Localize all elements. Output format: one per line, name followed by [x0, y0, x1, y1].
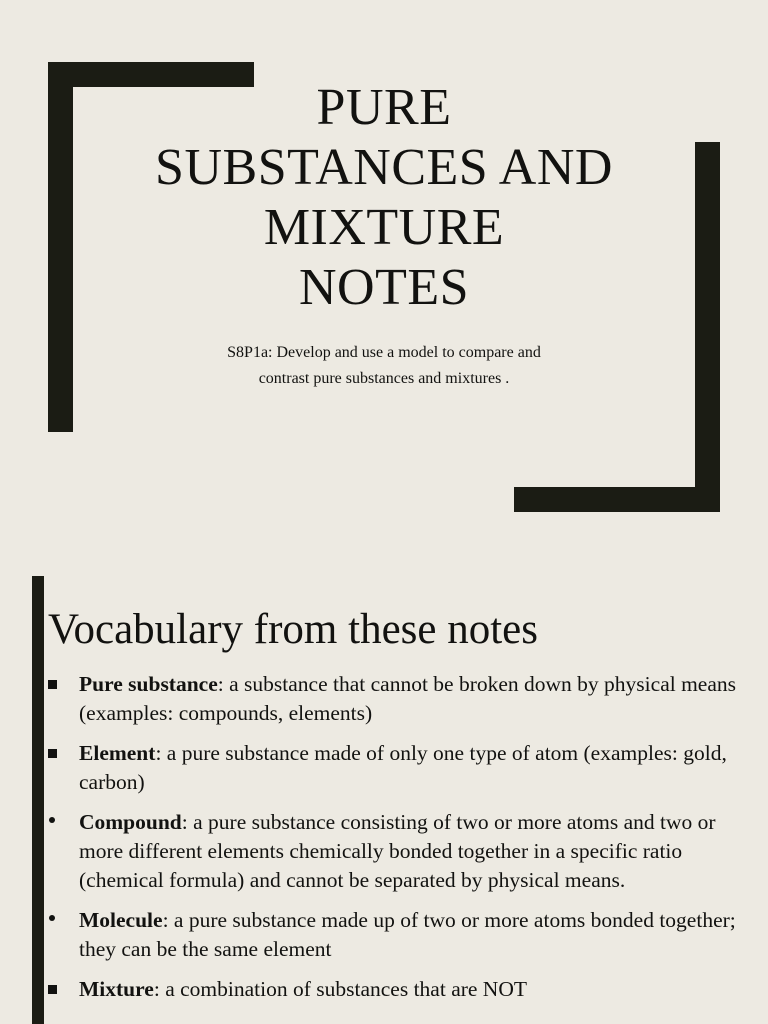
vocab-term: Pure substance: [79, 672, 218, 696]
slide-title-line: PURE: [316, 79, 452, 136]
list-item: [48, 906, 748, 964]
vocabulary-heading: Vocabulary from these notes: [48, 606, 538, 653]
top-left-bracket-vertical: [48, 62, 73, 432]
vocab-definition: : a substance that cannot be broken down by physical means (examples: compounds, elements): [79, 672, 737, 725]
vocab-definition: : a combination of substances that are NOT: [153, 977, 527, 1001]
vocab-definition: : a pure substance made of only one type of atom (examples: gold, carbon): [79, 741, 727, 794]
slide-title-line: NOTES: [298, 259, 470, 316]
slide-title-line: SUBSTANCES AND: [155, 139, 613, 196]
vocab-definition: : a pure substance consisting of two or more atoms and two or more different elements chemically bonded together in a specific ratio (chemical formula) and cannot be separated by physical means.: [79, 810, 716, 892]
vocab-term: Element: [79, 741, 156, 765]
vocabulary-list: [48, 670, 748, 1015]
vocab-term: Mixture: [79, 977, 154, 1001]
bottom-right-bracket-vertical: [695, 142, 720, 512]
slide-subtitle: [150, 340, 618, 392]
slide-title-line: MIXTURE: [263, 199, 505, 256]
slide-subtitle-line: contrast pure substances and mixtures .: [258, 370, 510, 387]
slide2-accent-bar: [32, 576, 44, 1024]
list-item: [48, 670, 748, 728]
vocab-term: Compound: [79, 810, 182, 834]
bottom-right-bracket-horizontal: [514, 487, 720, 512]
vocab-definition: : a pure substance made up of two or more atoms bonded together; they can be the same element: [79, 908, 736, 961]
list-item: [48, 739, 748, 797]
slide-subtitle-line: S8P1a: Develop and use a model to compare and: [227, 344, 541, 361]
list-item: [48, 808, 748, 895]
vocab-term: Molecule: [79, 908, 163, 932]
list-item: [48, 975, 748, 1004]
slide-title: [100, 78, 668, 318]
